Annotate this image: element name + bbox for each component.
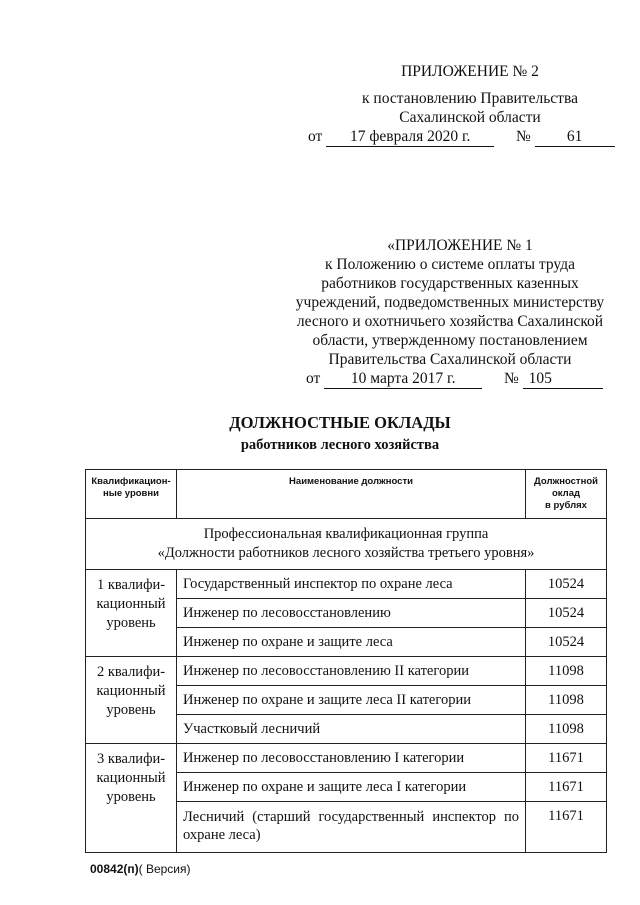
level-2-line-3: уровень [106,702,156,718]
salary-cell: 10524 [526,628,607,657]
header-salary-line-3: в рублях [545,500,587,511]
table-header-row [86,470,607,519]
appendix-1-from-label: от [306,370,321,387]
position-cell: Инженер по лесовосстановлению I категории [177,744,526,773]
appendix-1-line-5: области, утвержденному постановлением [312,332,588,349]
level-3-cell [86,744,177,853]
level-3-line-1: 3 квалифи- [96,751,166,767]
position-cell: Инженер по охране и защите леса I категории [177,773,526,802]
appendix-1-num-label: № [503,370,519,387]
table-row [86,744,607,773]
group-row [86,519,607,570]
level-2-cell [86,657,177,744]
level-1-line-1: 1 квалифи- [96,577,166,593]
group-cell [86,519,607,570]
position-cell: Участковый лесничий [177,715,526,744]
header-level: Квалификацион-ные уровни [86,470,177,519]
appendix-2-num-label: № [515,128,531,145]
appendix-2-date: 17 февраля 2020 г. [326,127,494,147]
group-title-line-2: «Должности работников лесного хозяйства третьего уровня» [157,545,535,561]
appendix-2-line-2: Сахалинской области [399,109,541,126]
appendix-1-number: 105 [523,369,603,389]
salary-table [85,469,607,853]
group-title-line-1: Профессиональная квалификационная группа [203,526,489,542]
position-cell: Инженер по охране и защите леса II категории [177,686,526,715]
appendix-2-number: 61 [535,127,615,147]
appendix-2-block [300,62,610,147]
level-1-line-3: уровень [106,615,156,631]
header-salary [526,470,607,519]
salary-cell: 11098 [526,715,607,744]
table-row [86,657,607,686]
appendix-1-line-6: Правительства Сахалинской области [328,351,572,368]
footer-code [90,862,191,876]
level-3-line-2: кационный [96,770,166,786]
position-cell: Инженер по охране и защите леса [177,628,526,657]
footer-document-code: 00842(п) [90,862,139,876]
appendix-1-title: «ПРИЛОЖЕНИЕ № 1 [387,237,533,254]
position-cell: Инженер по лесовосстановлению II категории [177,657,526,686]
position-cell: Лесничий (старший государственный инспектор по охране леса) [177,802,526,853]
level-2-line-1: 2 квалифи- [96,664,166,680]
level-2-line-2: кационный [96,683,166,699]
level-3-line-3: уровень [106,789,156,805]
level-1-cell [86,570,177,657]
appendix-1-date-line [280,369,620,389]
appendix-1-line-2: работников государственных казенных [321,275,579,292]
appendix-1-block [280,236,620,389]
salary-cell: 11671 [526,773,607,802]
salary-cell: 11098 [526,686,607,715]
table-row [86,570,607,599]
position-cell: Государственный инспектор по охране леса [177,570,526,599]
appendix-1-line-1: к Положению о системе оплаты труда [325,256,575,273]
salary-cell: 10524 [526,570,607,599]
footer-version: ( Версия) [138,862,191,876]
appendix-1-line-3: учреждений, подведомственных министерству [295,294,605,311]
appendix-1-line-4: лесного и охотничьего хозяйства Сахалинской [296,313,604,330]
salary-cell: 11671 [526,744,607,773]
salary-cell: 11671 [526,802,607,853]
header-salary-line-2: оклад [551,488,581,499]
appendix-2-date-line [300,127,610,147]
header-salary-line-1: Должностной [534,476,598,487]
salary-cell: 10524 [526,599,607,628]
document-title: ДОЛЖНОСТНЫЕ ОКЛАДЫ [229,413,451,432]
header-position: Наименование должности [177,470,526,519]
salary-cell: 11098 [526,657,607,686]
document-heading [0,413,640,454]
level-1-line-2: кационный [96,596,166,612]
appendix-1-date: 10 марта 2017 г. [324,369,482,389]
appendix-2-line-1: к постановлению Правительства [362,90,578,107]
position-cell: Инженер по лесовосстановлению [177,599,526,628]
appendix-2-from-label: от [308,128,323,145]
appendix-2-title: ПРИЛОЖЕНИЕ № 2 [401,63,539,80]
document-subtitle: работников лесного хозяйства [240,437,440,453]
